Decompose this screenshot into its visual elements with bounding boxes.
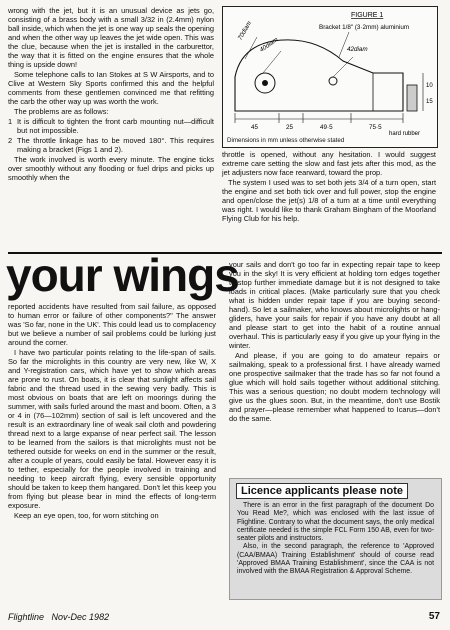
publication-name: Flightline xyxy=(8,612,45,622)
paragraph: wrong with the jet, but it is an unusual device as jets go, consisting of a brass body with a small 3/32 in (2.4mm) nylon ball inside, which when the jet is one way up seals the opening and when the other way up leaves the jet wide open. This was the clue, because when the jet is installed in the carburettor, the way that it is fitted on the engine ensures that the whole thing is upside down! xyxy=(8,6,214,69)
top-left-column xyxy=(8,6,214,183)
list-item: 1 It is difficult to tighten the front carb mounting nut—difficult but not impossible. xyxy=(8,117,214,135)
paragraph: I have two particular points relating to the life-span of sails. So far the microlights in this country are very new, like W, X and Y-registration cars, which have yet to show which areas are prone to rust. On boats, it is clear that sunlight affects sail fabric and the thread used in the sewing very badly. This is most obvious on boats that are left on moorings during the summer, with sails furled around the mast and boom. Often, a 3 or 4 in (76—102mm) section of sail is left uncovered and the result is an extraordinary line of weak sail cloth and powdering thread next to a large expanse of near perfect sail. The lesson to be learned from the sailors is that microlights must not be tethered outside for weeks on end in the summer or the result, after a couple of years, could easily be fatal. However easy it is to tether, especially for the people involved in training and needing to keep aircraft flying, every sensible opportunity should be taken to keep them hangared. Don't let this keep you from flying but please bear in mind the effects of long-term exposure. xyxy=(8,348,216,510)
notice-body xyxy=(230,499,441,577)
label-d1: 45 xyxy=(251,124,259,131)
issue-date: Nov-Dec 1982 xyxy=(51,612,110,622)
problem-list xyxy=(8,117,214,154)
footer-publication xyxy=(8,612,109,622)
label-h2: 15 xyxy=(426,99,433,105)
paragraph: Keep an eye open, too, for worn stitching on xyxy=(14,511,159,520)
bracket-drawing xyxy=(223,7,437,137)
paragraph: reported accidents have resulted from sail failure, as opposed to human error or failure of other components?" The answer was 'So far, none in the UK'. This could lead us to complacency but we believe a number of sail problems could be lurking just around the corner. xyxy=(8,302,216,347)
label-d3: 49·5 xyxy=(320,124,333,131)
bottom-left-column xyxy=(8,302,216,521)
label-h1: 10 xyxy=(426,83,433,89)
label-d4: 75·5 xyxy=(369,124,382,131)
paragraph: throttle is opened, without any hesitation. I would suggest extreme care setting the slow and fast jets after this mod, as the jet adjusters now face rearward, toward the prop. xyxy=(222,150,436,177)
paragraph: The work involved is worth every minute. The engine ticks over smoothly without any flooding or fuel drips and picks up smoothly when the xyxy=(8,155,214,182)
notice-title: Licence applicants please note xyxy=(236,483,408,499)
figure-title: FIGURE 1 xyxy=(351,12,384,19)
label-r2: 40diam xyxy=(258,36,280,54)
paragraph: your sails and don't go too far in expecting repair tape to keep you in the sky! It is very efficient at holding torn edges together to stop further immediate damage but it is not designed to take loads in critical places. (Make particularly sure that you check what is hidden under repair tape if you are buying second-hand). So let a sailmaker, who knows about microlights or hang-gliders, have your sails for repair if you have any doubt at all and please start to get into the habit of a routine annual overhaul. This is particularly easy if you give up your flying in the winter. xyxy=(229,260,440,350)
page-number: 57 xyxy=(428,611,440,622)
paragraph: And please, if you are going to do amateur repairs or sailmaking, speak to a professional first. I have already warned one prospective sailmaker that the trade has so far not found a glue which will hold sails together without additional stitching. This was a serious question; no doubt modern technology will give us the glues soon. But, in the meantime, don't use Bostik and prayer—please remember what happened to Icarus—don't do the same. xyxy=(229,351,440,423)
paragraph: Also, in the second paragraph, the reference to 'Approved (CAA/BMAA) Training Establishment' should of course read 'Approved BMAA Training Establishment', since the CAA is not involved with the BMAA Registration & Approval Scheme. xyxy=(237,543,434,576)
figure-bracket-diagram xyxy=(222,6,438,148)
paragraph: There is an error in the first paragraph of the document Do You Read Me?, which was enclosed with the last issue of Flightline. Contrary to what the document says, the only medical certificate needed is the simple FCL Form 150 AB, even for two-seater pilots and instructors. xyxy=(237,502,434,543)
licence-notice-box xyxy=(229,478,442,600)
label-r1: 70diam xyxy=(236,20,254,42)
label-rubber: hard rubber xyxy=(389,131,421,137)
bottom-right-column xyxy=(229,260,440,424)
paragraph: The system I used was to set both jets 3/4 of a turn open, start the engine and set both tick over and full power, stop the engine and open/close the jet(s) 1/8 of a turn at a time until everything was right. I would like to thank Graham Bingham of the Moorland Flying Club for his help. xyxy=(222,178,436,223)
paragraph: The problems are as follows: xyxy=(14,107,109,116)
list-item: 2 The throttle linkage has to be moved 180°. This requires making a bracket (Figs 1 and 2). xyxy=(8,136,214,154)
headline: your wings xyxy=(6,249,239,301)
figure-caption: Dimensions in mm unless otherwise stated xyxy=(227,137,345,144)
bracket-label: Bracket 1/8" (3·2mm) aluminium xyxy=(319,24,410,31)
label-d2: 25 xyxy=(286,124,294,131)
top-right-column xyxy=(222,150,436,224)
label-r3: 42diam xyxy=(347,46,368,53)
paragraph: Some telephone calls to Ian Stokes at S W Airsports, and to Clive at Western Sky Sports confirmed this and the helpful comments from these gentlemen convinced me that refitting the carb the other way up was worth the work. xyxy=(8,70,214,106)
